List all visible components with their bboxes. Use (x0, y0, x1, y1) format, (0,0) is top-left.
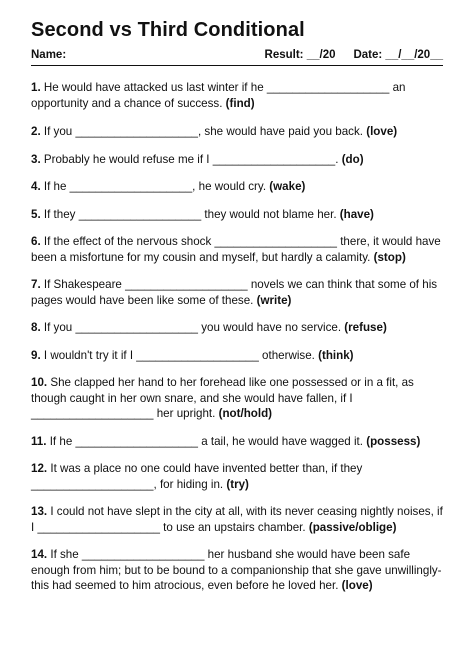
verb-hint: (love) (366, 125, 398, 138)
verb-hint: (have) (339, 207, 374, 221)
question-text: If you ___________________ you would have no service. (40, 321, 345, 334)
question-text: It was a place no one could have invented better than, if they ___________________, for hiding in. (31, 462, 363, 491)
question-number: 7. (31, 278, 41, 291)
question-number: 12. (31, 462, 48, 475)
date-field-label: Date: __/__/20__ (353, 49, 443, 61)
question-item (31, 207, 443, 223)
question-number: 8. (31, 321, 41, 334)
question-number: 5. (31, 207, 41, 221)
question-item (31, 80, 443, 111)
verb-hint: (find) (225, 96, 255, 110)
question-number: 14. (31, 548, 48, 561)
question-item (31, 277, 443, 308)
question-text: I wouldn't try it if I ___________________ otherwise. (40, 348, 319, 362)
question-item (31, 152, 443, 168)
question-text: She clapped her hand to her forehead like one possessed or in a fit, as though caught in her own snare, and she would have fallen, if I ___________________ her upright. (31, 376, 414, 420)
question-number: 11. (31, 434, 47, 448)
question-number: 1. (31, 81, 41, 94)
question-text: If the effect of the nervous shock ___________________ there, it would have been a misfortune for my cousin and myself, but hardly a calamity. (31, 235, 441, 264)
verb-hint: (write) (256, 293, 292, 307)
verb-hint: (love) (341, 579, 373, 592)
question-item (31, 348, 443, 364)
question-number: 6. (31, 235, 41, 248)
question-item (31, 320, 443, 336)
result-field-label: Result: __/20 (264, 49, 336, 61)
verb-hint: (possess) (366, 434, 421, 448)
question-text: If she ___________________ her husband she would have been safe enough from him; but to be bound to a companionship that she gave unwillingly-this had seemed to him atrocious, even before he loved her. (31, 548, 442, 592)
question-text: If you ___________________, she would have paid you back. (40, 125, 367, 138)
question-item (31, 375, 443, 422)
question-item (31, 124, 443, 140)
verb-hint: (refuse) (344, 321, 387, 334)
name-field-label: Name: (31, 49, 67, 61)
question-text: If Shakespeare ___________________ novels we can think that some of his pages would have been like some of these. (31, 278, 438, 307)
verb-hint: (passive/oblige) (308, 520, 397, 534)
question-item (31, 461, 443, 492)
question-number: 9. (31, 348, 41, 362)
question-text: If they ___________________ they would not blame her. (40, 207, 340, 221)
question-item (31, 434, 443, 450)
question-list (31, 80, 443, 594)
question-number: 3. (31, 152, 41, 166)
verb-hint: (not/hold) (218, 407, 273, 420)
question-text: If he ___________________ a tail, he would have wagged it. (46, 434, 367, 448)
question-item (31, 234, 443, 265)
verb-hint: (do) (341, 152, 364, 166)
question-text: He would have attacked us last winter if he ___________________ an opportunity and a chance of success. (31, 81, 406, 110)
verb-hint: (wake) (269, 180, 306, 193)
question-item (31, 547, 443, 594)
header-right-fields (265, 49, 443, 61)
verb-hint: (try) (226, 477, 249, 491)
question-text: I could not have slept in the city at all, with its never ceasing nightly noises, if I ___________________ to use an upstairs chamber. (31, 505, 443, 534)
worksheet-header (31, 49, 443, 61)
verb-hint: (stop) (373, 250, 406, 264)
worksheet-title: Second vs Third Conditional (31, 19, 305, 41)
question-text: Probably he would refuse me if I ___________________. (40, 152, 342, 166)
question-number: 4. (31, 180, 41, 193)
question-text: If he ___________________, he would cry. (40, 180, 270, 193)
question-item (31, 179, 443, 195)
question-item (31, 504, 443, 535)
header-divider (31, 65, 443, 66)
question-number: 2. (31, 125, 41, 138)
question-number: 13. (31, 505, 48, 518)
question-number: 10. (31, 376, 48, 389)
verb-hint: (think) (318, 348, 354, 362)
